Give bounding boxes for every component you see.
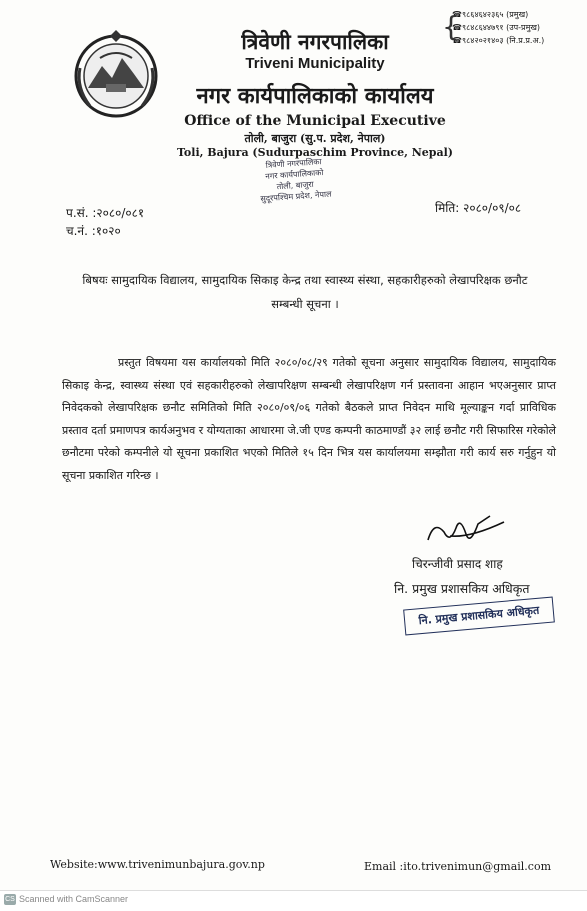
stamp-line: तोली, बाजुरा [276,179,315,192]
letter-subject: बिषयः सामुदायिक विद्यालय, सामुदायिक सिकाइ केन्द्र तथा स्वास्थ्य संस्था, सहकारीहरुको लेखापरिक्षक छनौट सम्बन्धी सूचना । [82,273,528,311]
footer-website: Website:www.trivenimunbajura.gov.np [50,858,265,871]
handwritten-signature [420,510,510,552]
signer-title: नि. प्रमुख प्रशासकिय अधिकृत [394,581,530,596]
municipality-name-nepali: त्रिवेणी नगरपालिका [241,29,389,54]
municipality-emblem-logo [70,28,162,120]
stamp-line: सुदूरपश्चिम प्रदेश, नेपाल [260,189,332,204]
designation-stamp: नि. प्रमुख प्रशासकिय अधिकृत [403,597,555,636]
phone-mayor: ☎९८६४६४२३६५ (प्रमुख) [452,10,529,19]
phone-deputy-mayor: ☎९८४८६४४७९१ (उप-प्रमुख) [452,23,541,32]
letter-date: मिति: २०८०/०९/०८ [435,201,522,215]
phone-cao: ☎९८४२०२१४०३ (नि.प्र.प्र.अ.) [452,36,545,45]
scanner-label: Scanned with CamScanner [19,894,129,904]
office-seal-stamp [238,154,351,212]
camscanner-icon: CS [5,896,15,904]
dispatch-number: च.नं. :१०२० [66,224,121,238]
municipality-name-english: Triveni Municipality [245,55,385,72]
address-english: Toli, Bajura (Sudurpaschim Province, Nepal) [177,146,453,159]
office-name-nepali: नगर कार्यपालिकाको कार्यालय [196,83,434,109]
stamp-line: नगर कार्यपालिकाको [265,168,324,182]
letter-body: प्रस्तुत विषयमा यस कार्यालयको मिति २०८०/०८/२९ गतेको सूचना अनुसार सामुदायिक विद्यालय, सामुदायिक सिकाइ केन्द्र, स्वास्थ्य संस्था एवं सहकारीहरुको लेखापरिक्षण सम्बन्धी लेखापरिक्षण गर्न प्रस्तावना आहान भएअनुसार प्राप्त निवेदकको लेखापरिक्षक छनौट समितिको मिति २०८०/०९/०६ गतेको बैठकले प्राप्त निवेदन माथि मूल्याङ्कन गर्दा प्राविधिक प्रस्ताव दर्ता प्रमाणपत्र कार्यअनुभव र योग्यताका आधारमा जे.जी एण्ड कम्पनी काठमाण्डौं ३२ लाई छनौट गरी सिफारिस गरेकोले छनौटमा परेको कम्पनीले यो सूचना प्रकाशित भएको मितिले १५ दिन भित्र यस कार्यालयमा सम्झौता गरी कार्य सरु गर्नुहुन यो सूचना प्रकाशित गरिन्छ । [62,356,556,482]
address-nepali: तोली, बाजुरा (सु.प. प्रदेश, नेपाल) [244,132,386,145]
scanner-watermark [4,894,128,905]
brace-decoration: { [442,10,460,43]
phone-list [442,8,545,47]
letter-reference-number: प.सं. :२०८०/०८१ [66,206,145,220]
signer-name: चिरन्जीवी प्रसाद शाह [412,557,503,571]
office-name-english: Office of the Municipal Executive [184,113,446,129]
footer-email: Email :ito.trivenimun@gmail.com [364,860,552,873]
stamp-line: त्रिवेणी नगरपालिका [265,157,322,170]
